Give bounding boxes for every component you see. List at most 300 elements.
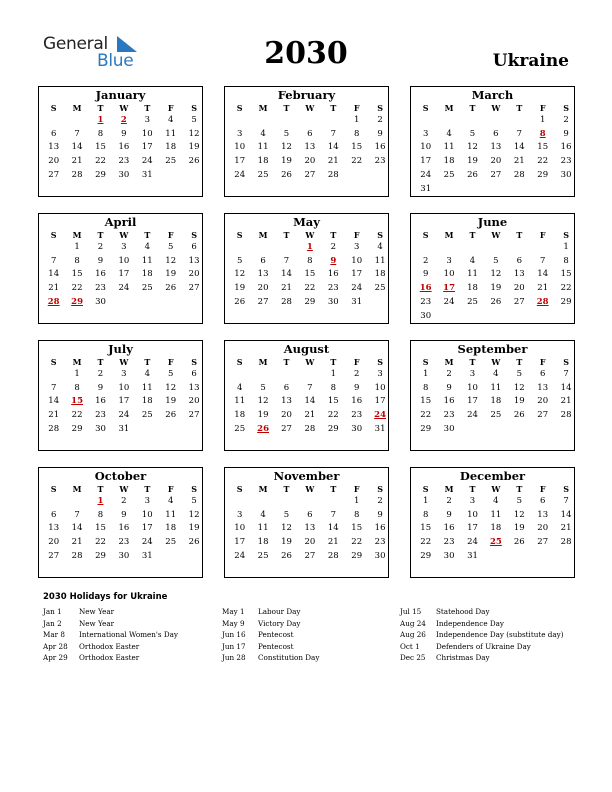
day-cell: 30	[118, 169, 130, 180]
day-cell: 5	[283, 128, 290, 139]
day-cell: 4	[377, 242, 383, 252]
day-cell: 17	[467, 396, 478, 407]
day-cell: 3	[236, 509, 243, 520]
day-cell: 13	[188, 255, 200, 266]
day-cell: 11	[490, 382, 502, 393]
day-cell: 24	[420, 169, 432, 180]
weekday-header: M	[444, 484, 454, 494]
day-cell: 1	[353, 115, 360, 125]
day-cell: 8	[74, 255, 80, 266]
day-cell: 19	[165, 269, 177, 280]
weekday-header: F	[167, 357, 174, 367]
day-cell: 26	[281, 550, 292, 561]
day-cell: 11	[257, 142, 269, 153]
day-cell: 22	[560, 283, 572, 294]
day-cell: 6	[260, 255, 266, 266]
day-cell: 13	[304, 523, 316, 534]
day-cell: 11	[141, 255, 153, 266]
day-cell: 1	[563, 242, 569, 252]
weekday-header: S	[377, 230, 383, 240]
day-cell: 12	[281, 142, 292, 153]
holiday-day-cell: 8	[539, 128, 546, 139]
day-cell: 7	[74, 128, 80, 139]
day-cell: 10	[141, 509, 153, 520]
weekday-header: T	[283, 230, 290, 240]
day-cell: 27	[537, 410, 549, 421]
day-cell: 18	[141, 396, 153, 407]
day-cell: 13	[304, 142, 316, 153]
day-cell: 5	[167, 369, 174, 379]
day-cell: 24	[234, 169, 246, 180]
day-cell: 10	[118, 255, 130, 266]
day-cell: 21	[48, 410, 60, 421]
day-cell: 3	[469, 369, 476, 379]
day-cell: 1	[422, 496, 429, 506]
month-september	[410, 340, 575, 451]
day-cell: 6	[191, 242, 197, 252]
day-cell: 14	[513, 142, 525, 153]
day-cell: 26	[281, 169, 292, 180]
day-cell: 8	[330, 382, 336, 393]
holiday-name: Victory Day	[258, 618, 301, 628]
day-cell: 8	[307, 255, 313, 266]
holidays-title: 2030 Holidays for Ukraine	[43, 592, 168, 602]
weekday-header: T	[97, 357, 104, 367]
day-cell: 19	[257, 410, 269, 421]
weekday-header-row	[39, 357, 202, 368]
day-cell: 17	[420, 156, 432, 167]
holiday-day-cell: 17	[443, 283, 455, 294]
weekday-header: S	[236, 484, 243, 494]
weekday-header: T	[330, 484, 337, 494]
day-cell: 28	[71, 550, 83, 561]
day-cell: 20	[48, 156, 60, 167]
day-cell: 14	[327, 523, 339, 534]
day-cell: 16	[351, 396, 363, 407]
day-cell: 9	[446, 382, 452, 393]
day-cell: 1	[74, 242, 80, 252]
day-cell: 5	[236, 255, 243, 266]
holiday-date: Jul 15	[400, 607, 422, 616]
day-cell: 30	[351, 423, 363, 434]
day-cell: 29	[420, 550, 432, 561]
day-cell: 24	[118, 283, 130, 294]
day-cell: 20	[513, 283, 525, 294]
month-name: February	[277, 88, 336, 102]
day-cell: 15	[560, 269, 572, 280]
weekday-header: T	[516, 230, 523, 240]
weekday-header: M	[444, 230, 454, 240]
month-december	[410, 467, 575, 578]
day-cell: 20	[537, 523, 549, 534]
month-may	[224, 213, 389, 324]
day-cell: 25	[374, 283, 386, 294]
day-cell: 23	[443, 537, 455, 548]
day-cell: 31	[420, 183, 432, 194]
month-name: August	[283, 342, 330, 356]
weekday-header: W	[491, 230, 501, 240]
weekday-header: F	[539, 484, 546, 494]
holiday-day-cell: 28	[536, 296, 549, 307]
day-cell: 4	[260, 509, 266, 520]
month-name: November	[273, 469, 340, 483]
weekday-header: T	[469, 357, 476, 367]
day-cell: 8	[422, 509, 429, 520]
day-cell: 26	[513, 537, 525, 548]
weekday-header-row	[411, 484, 574, 495]
month-january	[38, 86, 203, 197]
weekday-header: S	[563, 484, 569, 494]
day-cell: 2	[446, 496, 452, 506]
day-cell: 18	[467, 283, 478, 294]
day-cell: 3	[144, 496, 150, 506]
day-cell: 12	[490, 269, 502, 280]
day-cell: 5	[283, 509, 290, 520]
weekday-header: W	[491, 484, 501, 494]
month-name: September	[457, 342, 528, 356]
day-cell: 21	[560, 523, 572, 534]
day-cell: 9	[563, 128, 569, 139]
day-cell: 21	[327, 156, 339, 167]
weekday-header: S	[422, 484, 429, 494]
day-cell: 29	[95, 550, 106, 561]
day-cell: 11	[467, 269, 478, 280]
day-cell: 2	[377, 115, 383, 125]
weekday-header: S	[50, 103, 57, 113]
day-cell: 19	[165, 396, 177, 407]
day-cell: 28	[327, 550, 339, 561]
weekday-header: T	[516, 103, 523, 113]
day-cell: 30	[95, 296, 106, 307]
day-cell: 8	[353, 128, 360, 139]
weekday-header: F	[167, 484, 174, 494]
day-cell: 21	[281, 283, 292, 294]
weekday-header: S	[50, 357, 57, 367]
day-cell: 2	[97, 369, 104, 379]
day-cell: 2	[121, 496, 127, 506]
weekday-header: W	[305, 357, 315, 367]
holiday-name: New Year	[79, 618, 115, 628]
month-october	[38, 467, 203, 578]
day-cell: 9	[121, 509, 127, 520]
holiday-name: Christmas Day	[436, 653, 490, 662]
day-cell: 8	[74, 382, 80, 393]
weekday-header: W	[491, 103, 501, 113]
day-cell: 3	[121, 242, 127, 252]
day-cell: 18	[374, 269, 386, 280]
day-cell: 6	[539, 369, 546, 379]
day-cell: 1	[539, 115, 546, 125]
holiday-entry	[222, 653, 319, 665]
day-cell: 19	[281, 537, 292, 548]
day-cell: 12	[188, 128, 200, 139]
day-cell: 13	[490, 142, 502, 153]
weekday-header-row	[39, 484, 202, 495]
day-cell: 22	[304, 283, 316, 294]
day-cell: 17	[118, 269, 130, 280]
day-cell: 22	[351, 156, 363, 167]
weekday-header: S	[377, 103, 383, 113]
day-cell: 6	[307, 128, 313, 139]
day-cell: 30	[443, 423, 455, 434]
day-cell: 16	[118, 142, 130, 153]
day-cell: 17	[141, 142, 153, 153]
day-cell: 27	[513, 296, 525, 307]
day-cell: 16	[95, 396, 106, 407]
day-cell: 30	[95, 423, 106, 434]
day-cell: 21	[537, 283, 549, 294]
day-cell: 19	[234, 283, 246, 294]
weekday-header: S	[50, 484, 57, 494]
day-cell: 23	[118, 537, 130, 548]
weekday-header: S	[377, 357, 383, 367]
weekday-header: S	[191, 103, 197, 113]
day-cell: 3	[144, 115, 150, 125]
holiday-date: Jun 16	[222, 630, 246, 639]
day-cell: 16	[443, 396, 455, 407]
day-cell: 20	[537, 396, 549, 407]
holiday-day-cell: 25	[489, 537, 502, 548]
day-cell: 11	[165, 509, 177, 520]
holiday-entry	[43, 630, 178, 642]
day-cell: 24	[467, 410, 478, 421]
weekday-header: T	[283, 357, 290, 367]
day-cell: 21	[304, 410, 316, 421]
day-cell: 2	[446, 369, 452, 379]
day-cell: 12	[513, 382, 525, 393]
weekday-header: T	[283, 484, 290, 494]
day-cell: 23	[95, 283, 106, 294]
day-cell: 14	[48, 396, 60, 407]
day-cell: 25	[257, 550, 269, 561]
day-cell: 3	[121, 369, 127, 379]
day-cell: 23	[560, 156, 572, 167]
day-cell: 1	[422, 369, 429, 379]
day-cell: 6	[50, 128, 57, 139]
holiday-date: Apr 29	[43, 653, 68, 662]
month-june	[410, 213, 575, 324]
day-cell: 15	[537, 142, 549, 153]
day-cell: 17	[351, 269, 363, 280]
day-cell: 4	[144, 242, 150, 252]
day-cell: 30	[560, 169, 572, 180]
holiday-name: International Women's Day	[79, 630, 178, 639]
day-cell: 18	[165, 523, 177, 534]
day-cell: 6	[50, 509, 57, 520]
day-cell: 29	[304, 296, 316, 307]
day-cell: 3	[422, 128, 429, 139]
day-cell: 9	[97, 255, 104, 266]
weekday-header: M	[72, 230, 82, 240]
holiday-name: Labour Day	[258, 607, 301, 616]
day-cell: 7	[50, 382, 57, 393]
day-cell: 26	[490, 296, 502, 307]
month-name: March	[471, 88, 514, 102]
day-cell: 18	[257, 537, 269, 548]
month-name: April	[104, 215, 137, 229]
day-cell: 6	[539, 496, 546, 506]
weekday-header: M	[258, 357, 268, 367]
day-cell: 7	[74, 509, 80, 520]
holiday-day-cell: 2	[120, 115, 127, 125]
holiday-name: Independence Day	[436, 618, 504, 628]
weekday-header: M	[258, 484, 268, 494]
month-july	[38, 340, 203, 451]
day-cell: 20	[48, 537, 60, 548]
day-cell: 4	[469, 255, 476, 266]
day-cell: 25	[141, 410, 153, 421]
day-cell: 12	[513, 509, 525, 520]
holiday-entry	[400, 653, 564, 665]
weekday-header-row	[39, 103, 202, 114]
holiday-day-cell: 15	[71, 396, 83, 407]
day-cell: 5	[516, 496, 522, 506]
day-cell: 6	[307, 509, 313, 520]
day-cell: 26	[513, 410, 525, 421]
day-cell: 26	[188, 156, 200, 167]
holiday-date: Mar 8	[43, 630, 65, 639]
day-cell: 29	[95, 169, 106, 180]
day-cell: 13	[537, 509, 549, 520]
day-cell: 15	[420, 396, 432, 407]
day-cell: 2	[377, 496, 383, 506]
weekday-header: T	[516, 484, 523, 494]
day-cell: 5	[191, 115, 197, 125]
day-cell: 27	[304, 550, 316, 561]
day-cell: 12	[165, 382, 177, 393]
holiday-date: Aug 26	[400, 630, 426, 639]
day-cell: 20	[281, 410, 292, 421]
day-cell: 9	[121, 128, 127, 139]
day-cell: 3	[469, 496, 476, 506]
calendar-year: 2030	[264, 36, 348, 71]
day-cell: 1	[330, 369, 336, 379]
day-cell: 27	[48, 550, 60, 561]
day-cell: 13	[48, 523, 60, 534]
day-cell: 2	[422, 255, 429, 266]
weekday-header: W	[305, 103, 315, 113]
day-cell: 28	[281, 296, 292, 307]
weekday-header: W	[305, 484, 315, 494]
day-cell: 25	[165, 537, 177, 548]
day-cell: 23	[420, 296, 432, 307]
country-name: Ukraine	[492, 51, 569, 71]
day-cell: 14	[48, 269, 60, 280]
day-cell: 18	[257, 156, 269, 167]
holiday-date: Jun 28	[222, 653, 246, 662]
weekday-header: M	[444, 103, 454, 113]
day-cell: 10	[234, 523, 246, 534]
weekday-header: W	[119, 484, 129, 494]
day-cell: 4	[167, 496, 174, 506]
day-cell: 12	[467, 142, 478, 153]
day-cell: 13	[513, 269, 525, 280]
day-cell: 21	[71, 537, 83, 548]
weekday-header: T	[330, 357, 337, 367]
day-cell: 25	[257, 169, 269, 180]
day-cell: 11	[141, 382, 153, 393]
weekday-header: M	[72, 103, 82, 113]
day-cell: 20	[304, 156, 316, 167]
day-cell: 17	[118, 396, 130, 407]
weekday-header-row	[225, 230, 388, 241]
day-cell: 2	[563, 115, 569, 125]
day-cell: 7	[50, 255, 57, 266]
day-cell: 20	[490, 156, 502, 167]
day-cell: 3	[236, 128, 243, 139]
day-cell: 25	[443, 169, 455, 180]
day-cell: 22	[71, 283, 83, 294]
day-cell: 6	[191, 369, 197, 379]
day-cell: 18	[490, 523, 502, 534]
weekday-header-row	[225, 103, 388, 114]
day-cell: 16	[118, 523, 130, 534]
day-cell: 15	[351, 142, 363, 153]
day-cell: 14	[281, 269, 292, 280]
holiday-date: Jan 1	[43, 607, 62, 616]
holiday-name: Independence Day (substitute day)	[436, 630, 564, 639]
day-cell: 14	[71, 142, 83, 153]
weekday-header-row	[225, 357, 388, 368]
holiday-column	[43, 607, 178, 665]
day-cell: 9	[377, 128, 383, 139]
day-cell: 28	[48, 423, 60, 434]
day-cell: 27	[48, 169, 60, 180]
day-cell: 17	[374, 396, 386, 407]
weekday-header: T	[144, 103, 151, 113]
day-cell: 23	[443, 410, 455, 421]
day-cell: 18	[141, 269, 153, 280]
day-cell: 29	[351, 550, 363, 561]
weekday-header: S	[563, 230, 569, 240]
weekday-header: M	[444, 357, 454, 367]
holiday-entry	[222, 630, 319, 642]
day-cell: 13	[188, 382, 200, 393]
day-cell: 2	[97, 242, 104, 252]
day-cell: 21	[71, 156, 83, 167]
day-cell: 30	[374, 550, 386, 561]
day-cell: 28	[71, 169, 83, 180]
weekday-header: F	[353, 484, 360, 494]
month-name: July	[108, 342, 133, 356]
holiday-date: Apr 28	[43, 641, 68, 651]
holiday-entry	[43, 642, 178, 654]
day-cell: 17	[234, 156, 246, 167]
day-cell: 1	[74, 369, 80, 379]
day-cell: 24	[141, 156, 153, 167]
day-cell: 15	[95, 142, 106, 153]
holiday-date: Aug 24	[400, 618, 426, 628]
day-cell: 12	[234, 269, 246, 280]
holiday-name: Orthodox Easter	[79, 653, 140, 662]
day-cell: 30	[443, 550, 455, 561]
weekday-header-row	[225, 484, 388, 495]
day-cell: 7	[539, 255, 546, 266]
weekday-header: T	[97, 484, 104, 494]
weekday-header: T	[283, 103, 290, 113]
day-cell: 25	[490, 410, 502, 421]
day-cell: 29	[327, 423, 339, 434]
day-cell: 16	[374, 142, 386, 153]
day-cell: 19	[490, 283, 502, 294]
holiday-entry	[400, 630, 564, 642]
day-cell: 8	[353, 509, 360, 520]
day-cell: 18	[234, 410, 246, 421]
day-cell: 9	[446, 509, 452, 520]
day-cell: 15	[327, 396, 339, 407]
day-cell: 15	[420, 523, 432, 534]
day-cell: 4	[446, 128, 452, 139]
